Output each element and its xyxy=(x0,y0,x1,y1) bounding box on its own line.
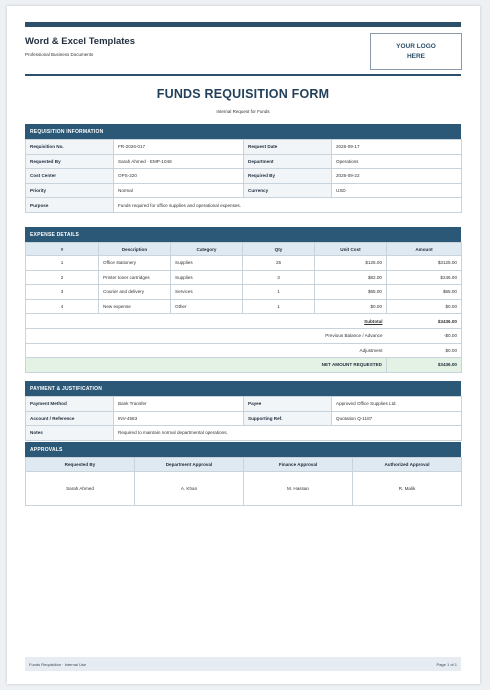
purpose-value[interactable]: Funds required for office supplies and operational expenses. xyxy=(114,198,462,213)
purpose-label: Purpose xyxy=(26,198,114,213)
row-amount: $246.00 xyxy=(387,270,462,285)
row-description[interactable]: Office stationery xyxy=(99,256,171,271)
payee-value[interactable]: Approved Office Supplies Ltd. xyxy=(332,397,462,412)
row-unit-cost[interactable]: $82.00 xyxy=(315,270,387,285)
footer-page-number: Page 1 of 1 xyxy=(436,661,457,667)
row-description[interactable]: Printer toner cartridges xyxy=(99,270,171,285)
table-row xyxy=(26,198,462,213)
requested-by-value[interactable]: Sarah Ahmed · EMP-1048 xyxy=(114,154,244,169)
expense-section xyxy=(25,227,461,373)
row-unit-cost[interactable]: $0.00 xyxy=(315,299,387,314)
requisition-no-value[interactable]: FR-2026-017 xyxy=(114,140,244,155)
supporting-ref-value[interactable]: Quotation Q-1187 xyxy=(332,411,462,426)
payment-method-label: Payment Method xyxy=(26,397,114,412)
notes-label: Notes xyxy=(26,426,114,441)
subtotal-value: $3436.00 xyxy=(387,314,462,329)
approval-department-name[interactable]: A. Khan xyxy=(135,472,244,506)
row-description[interactable]: Courier and delivery xyxy=(99,285,171,300)
supporting-ref-label: Supporting Ref. xyxy=(244,411,332,426)
currency-label: Currency xyxy=(244,183,332,198)
payee-label: Payee xyxy=(244,397,332,412)
requisition-section xyxy=(25,124,461,213)
row-number: 2 xyxy=(26,270,99,285)
approvals-section xyxy=(25,442,461,506)
page-footer xyxy=(25,657,461,671)
row-qty[interactable]: 25 xyxy=(243,256,315,271)
row-category[interactable]: Supplies xyxy=(171,270,243,285)
net-amount-label: NET AMOUNT REQUESTED xyxy=(26,358,387,373)
column-header-category: Category xyxy=(171,243,243,256)
form-subtitle: Internal Request for Funds xyxy=(216,109,270,114)
top-accent-bar xyxy=(25,22,461,27)
table-row xyxy=(26,270,462,285)
subtotal-label: Subtotal xyxy=(364,318,383,324)
department-value[interactable]: Operations xyxy=(332,154,462,169)
column-header-number: # xyxy=(26,243,99,256)
logo-line-1: YOUR LOGO xyxy=(396,42,436,50)
approval-authorized-name[interactable]: R. Malik xyxy=(353,472,462,506)
account-value[interactable]: INV-4583 xyxy=(114,411,244,426)
approval-header-department: Department Approval xyxy=(135,458,244,472)
requisition-table xyxy=(25,139,462,213)
currency-value[interactable]: USD xyxy=(332,183,462,198)
required-by-value[interactable]: 2026-09-22 xyxy=(332,169,462,184)
column-header-unit-cost: Unit Cost xyxy=(315,243,387,256)
payment-section xyxy=(25,381,461,441)
row-amount: $3125.00 xyxy=(387,256,462,271)
table-row xyxy=(26,299,462,314)
footer-left-text: Funds Requisition · Internal Use xyxy=(29,661,87,667)
previous-balance-label: Previous Balance / Advance xyxy=(26,328,387,343)
net-amount-value: $3436.00 xyxy=(387,358,462,373)
row-qty[interactable]: 1 xyxy=(243,285,315,300)
table-row xyxy=(26,169,462,184)
account-label: Account / Reference xyxy=(26,411,114,426)
approval-header-authorized: Authorized Approval xyxy=(353,458,462,472)
requisition-section-header: REQUISITION INFORMATION xyxy=(25,124,461,139)
expense-table xyxy=(25,242,462,373)
header-divider xyxy=(25,74,461,76)
company-tagline: Professional Business Documents xyxy=(25,52,94,57)
expense-section-header: EXPENSE DETAILS xyxy=(25,227,461,242)
approval-header-requested-by: Requested By xyxy=(26,458,135,472)
requisition-no-label: Requisition No. xyxy=(26,140,114,155)
net-amount-row xyxy=(26,358,462,373)
table-row xyxy=(26,256,462,271)
column-header-description: Description xyxy=(99,243,171,256)
row-number: 4 xyxy=(26,299,99,314)
table-row xyxy=(26,426,462,441)
table-row xyxy=(26,397,462,412)
department-label: Department xyxy=(244,154,332,169)
document-page xyxy=(7,6,480,684)
row-number: 1 xyxy=(26,256,99,271)
previous-balance-value[interactable]: -$0.00 xyxy=(387,328,462,343)
column-header-qty: Qty xyxy=(243,243,315,256)
payment-table xyxy=(25,396,462,441)
priority-value[interactable]: Normal xyxy=(114,183,244,198)
approvals-table xyxy=(25,457,462,506)
row-description[interactable]: New expense xyxy=(99,299,171,314)
row-unit-cost[interactable]: $125.00 xyxy=(315,256,387,271)
row-category[interactable]: Other xyxy=(171,299,243,314)
subtotal-row xyxy=(26,314,462,329)
cost-center-label: Cost Center xyxy=(26,169,114,184)
table-row xyxy=(26,154,462,169)
table-row xyxy=(26,140,462,155)
logo-placeholder xyxy=(370,33,462,70)
adjustment-value[interactable]: $0.00 xyxy=(387,343,462,358)
table-row xyxy=(26,183,462,198)
notes-value[interactable]: Required to maintain normal departmental operations. xyxy=(114,426,462,441)
priority-label: Priority xyxy=(26,183,114,198)
row-number: 3 xyxy=(26,285,99,300)
form-title: FUNDS REQUISITION FORM xyxy=(156,87,330,101)
row-unit-cost[interactable]: $65.00 xyxy=(315,285,387,300)
required-by-label: Required By xyxy=(244,169,332,184)
payment-method-value[interactable]: Bank Transfer xyxy=(114,397,244,412)
adjustment-row xyxy=(26,343,462,358)
row-category[interactable]: Supplies xyxy=(171,256,243,271)
row-qty[interactable]: 3 xyxy=(243,270,315,285)
payment-section-header: PAYMENT & JUSTIFICATION xyxy=(25,381,461,396)
row-qty[interactable]: 1 xyxy=(243,299,315,314)
row-category[interactable]: Services xyxy=(171,285,243,300)
approval-finance-name[interactable]: M. Hassan xyxy=(244,472,353,506)
request-date-label: Request Date xyxy=(244,140,332,155)
logo-line-2: HERE xyxy=(406,52,426,60)
adjustment-label: Adjustment xyxy=(26,343,387,358)
approval-requested-by-name[interactable]: Sarah Ahmed xyxy=(26,472,135,506)
company-name: Word & Excel Templates xyxy=(25,36,135,47)
column-header-amount: Amount xyxy=(387,243,462,256)
table-row xyxy=(26,411,462,426)
row-amount: $65.00 xyxy=(387,285,462,300)
approval-header-finance: Finance Approval xyxy=(244,458,353,472)
requested-by-label: Requested By xyxy=(26,154,114,169)
cost-center-value[interactable]: OPS-220 xyxy=(114,169,244,184)
previous-balance-row xyxy=(26,328,462,343)
expense-header-row xyxy=(26,243,462,256)
approvals-signature-row xyxy=(26,472,462,506)
table-row xyxy=(26,285,462,300)
approvals-section-header: APPROVALS xyxy=(25,442,461,457)
row-amount: $0.00 xyxy=(387,299,462,314)
approvals-header-row xyxy=(26,458,462,472)
request-date-value[interactable]: 2026-09-17 xyxy=(332,140,462,155)
